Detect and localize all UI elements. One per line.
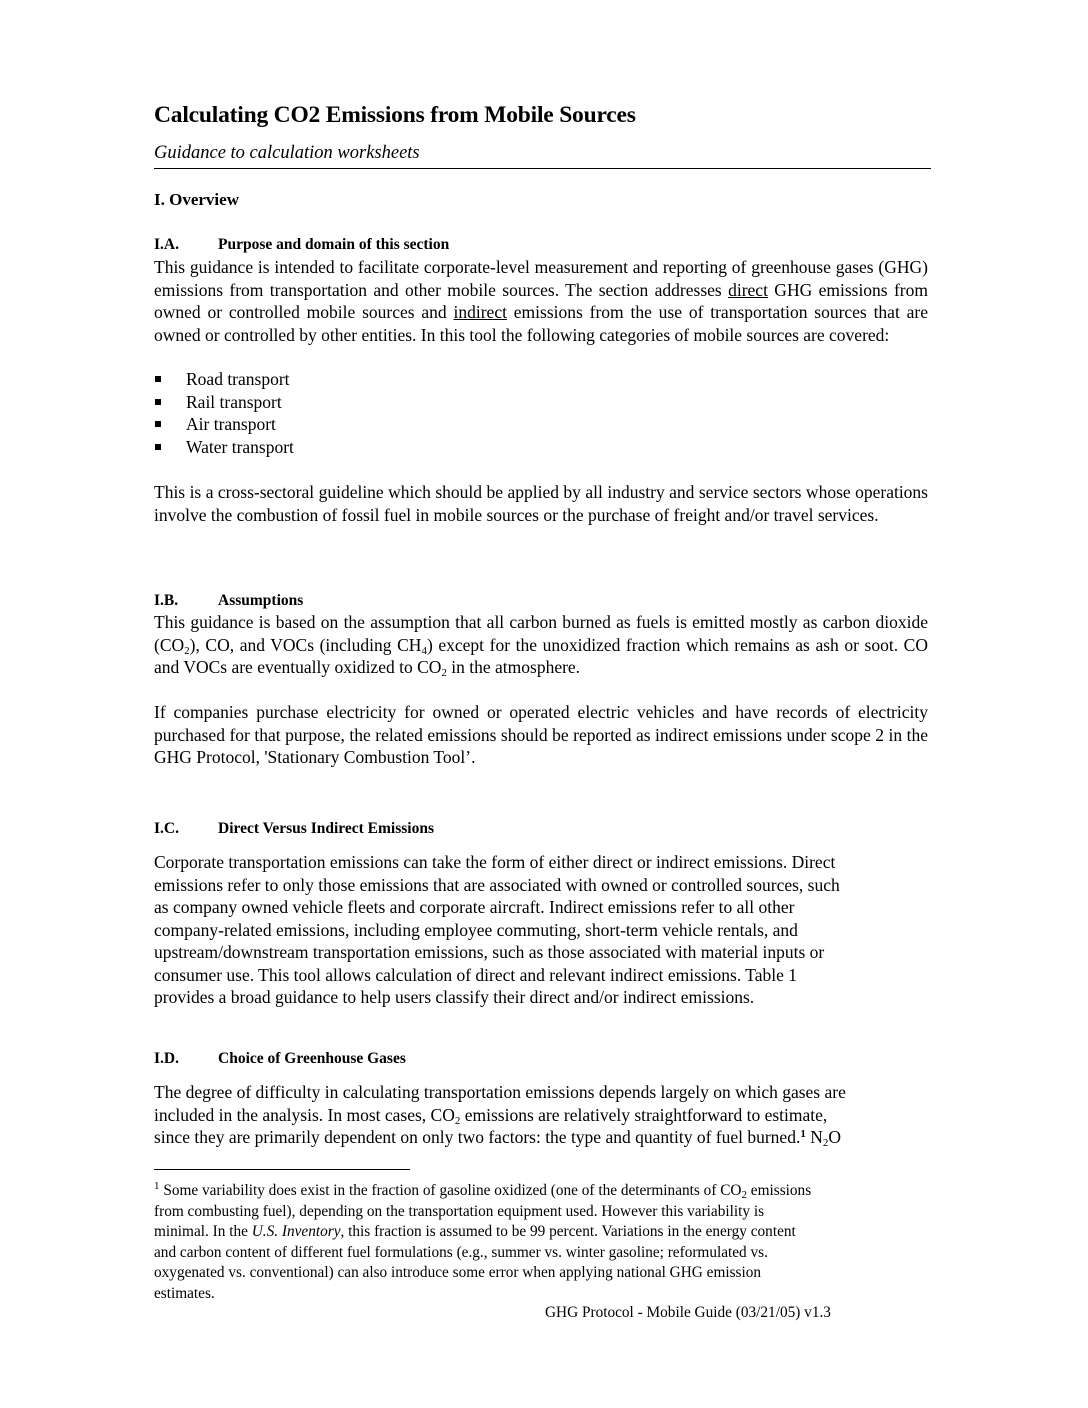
text-line (154, 1104, 928, 1127)
text: included in the analysis. In most cases, CO (154, 1104, 455, 1125)
text-line: from combusting fuel), depending on the transportation equipment used. However this variability is (154, 1202, 765, 1220)
text: ), CO, and VOCs (including CH (189, 634, 422, 655)
italic-text: U.S. Inventory (251, 1223, 341, 1240)
text-line: upstream/downstream transportation emissions, such as those associated with material inputs or (154, 942, 825, 962)
section-title: Purpose and domain of this section (218, 236, 450, 253)
text-line: The degree of difficulty in calculating transportation emissions depends largely on which gases are (154, 1082, 846, 1102)
text-line: company-related emissions, including employee commuting, short-term vehicle rentals, and (154, 919, 798, 940)
text: This guidance is intended to facilitate corporate-level measurement and reporting of greenhouse gases (GHG) emissions from transportation and other mobile sources. The section addresses (154, 257, 928, 300)
text: emissions (746, 1182, 812, 1199)
mobile-source-list (154, 368, 294, 458)
section-number: I.D. (154, 1050, 179, 1067)
document-title: Calculating CO2 Emissions from Mobile Sources (154, 102, 636, 128)
subscript: 4 (421, 644, 427, 657)
subscript: 2 (454, 1114, 461, 1127)
text: minimal. In the (154, 1223, 252, 1240)
footnote (154, 1181, 928, 1304)
text: , this fraction is assumed to be 99 percent. Variations in the energy content (340, 1223, 796, 1240)
section-title: Assumptions (218, 592, 304, 609)
section-id-heading (154, 1050, 406, 1068)
text-line (154, 1181, 928, 1202)
footnote-rule (154, 1169, 410, 1170)
text: GHG emissions from owned or controlled mobile sources and (154, 279, 928, 322)
subscript: 2 (441, 667, 447, 679)
list-item: Road transport (154, 368, 294, 391)
title-rule (154, 168, 931, 169)
text-line: estimates. (154, 1284, 215, 1302)
text-line (154, 1222, 928, 1243)
text-line: Corporate transportation emissions can take the form of either direct or indirect emissions. Direct (154, 852, 836, 872)
section-ib-paragraph-2: If companies purchase electricity for owned or operated electric vehicles and have records of electricity purchased for that purpose, the related emissions should be reported as indirect emissions under scope 2 in the GHG Protocol, 'Stationary Combustion Tool’. (154, 702, 928, 767)
section-ia-heading (154, 236, 449, 254)
text: O (828, 1127, 841, 1147)
section-ic-heading (154, 820, 434, 838)
section-ia-paragraph-2: This is a cross-sectoral guideline which should be applied by all industry and service sectors whose operations involve the combustion of fossil fuel in mobile sources or the purchase of freight and/or travel services. (154, 482, 928, 525)
subscript: 2 (741, 1189, 747, 1201)
text-line: consumer use. This tool allows calculation of direct and relevant indirect emissions. Table 1 (154, 964, 798, 985)
text: ) except for the unoxidized fraction which remains as ash or soot. CO and VOCs are eventually oxidized to CO (154, 634, 928, 677)
list-item: Air transport (154, 413, 294, 436)
text-line: emissions refer to only those emissions that are associated with owned or controlled sources, such (154, 874, 840, 895)
list-item: Water transport (154, 436, 294, 459)
text: in the atmosphere. (446, 657, 581, 677)
text-line: oxygenated vs. conventional) can also introduce some error when applying national GHG emission (154, 1264, 762, 1281)
list-item: Rail transport (154, 391, 294, 414)
text-line: provides a broad guidance to help users classify their direct and/or indirect emissions. (154, 987, 755, 1007)
page-footer: GHG Protocol - Mobile Guide (03/21/05) v1.3 (545, 1304, 831, 1321)
subscript: 2 (184, 644, 190, 657)
text: since they are primarily dependent on only two factors: the type and quantity of fuel burned. (154, 1127, 801, 1147)
text: emissions from the use of transportation sources that are owned or controlled by other entities. In this tool the following categories of mobile sources are covered: (154, 302, 928, 345)
footnote-marker: 1 (154, 1180, 160, 1192)
section-ia-paragraph (154, 256, 928, 346)
section-ib-paragraph (154, 611, 928, 679)
section-overview-heading: I. Overview (154, 190, 239, 209)
section-title: Direct Versus Indirect Emissions (218, 820, 435, 837)
text: Some variability does exist in the fraction of gasoline oxidized (one of the determinants of CO (159, 1182, 742, 1199)
section-ic-paragraph (154, 851, 928, 1009)
underlined-direct: direct (728, 279, 768, 300)
section-number: I.C. (154, 820, 179, 837)
underlined-indirect: indirect (453, 302, 507, 322)
text-line (154, 1126, 928, 1149)
text: This guidance is based on the assumption that all carbon burned as fuels is emitted mostly as carbon dioxide (CO (154, 612, 928, 655)
text: emissions are relatively straightforward to estimate, (460, 1104, 828, 1125)
section-title: Choice of Greenhouse Gases (218, 1050, 406, 1067)
section-number: I.A. (154, 236, 179, 253)
section-id-paragraph (154, 1081, 928, 1149)
text: N (805, 1127, 823, 1147)
text-line: and carbon content of different fuel formulations (e.g., summer vs. winter gasoline; reformulated vs. (154, 1243, 768, 1261)
section-ib-heading (154, 592, 303, 610)
document-subtitle: Guidance to calculation worksheets (154, 143, 420, 163)
text-line: as company owned vehicle fleets and corporate aircraft. Indirect emissions refer to all other (154, 897, 795, 917)
subscript: 2 (822, 1137, 829, 1149)
section-number: I.B. (154, 592, 179, 609)
footnote-reference[interactable]: 1 (800, 1128, 806, 1140)
